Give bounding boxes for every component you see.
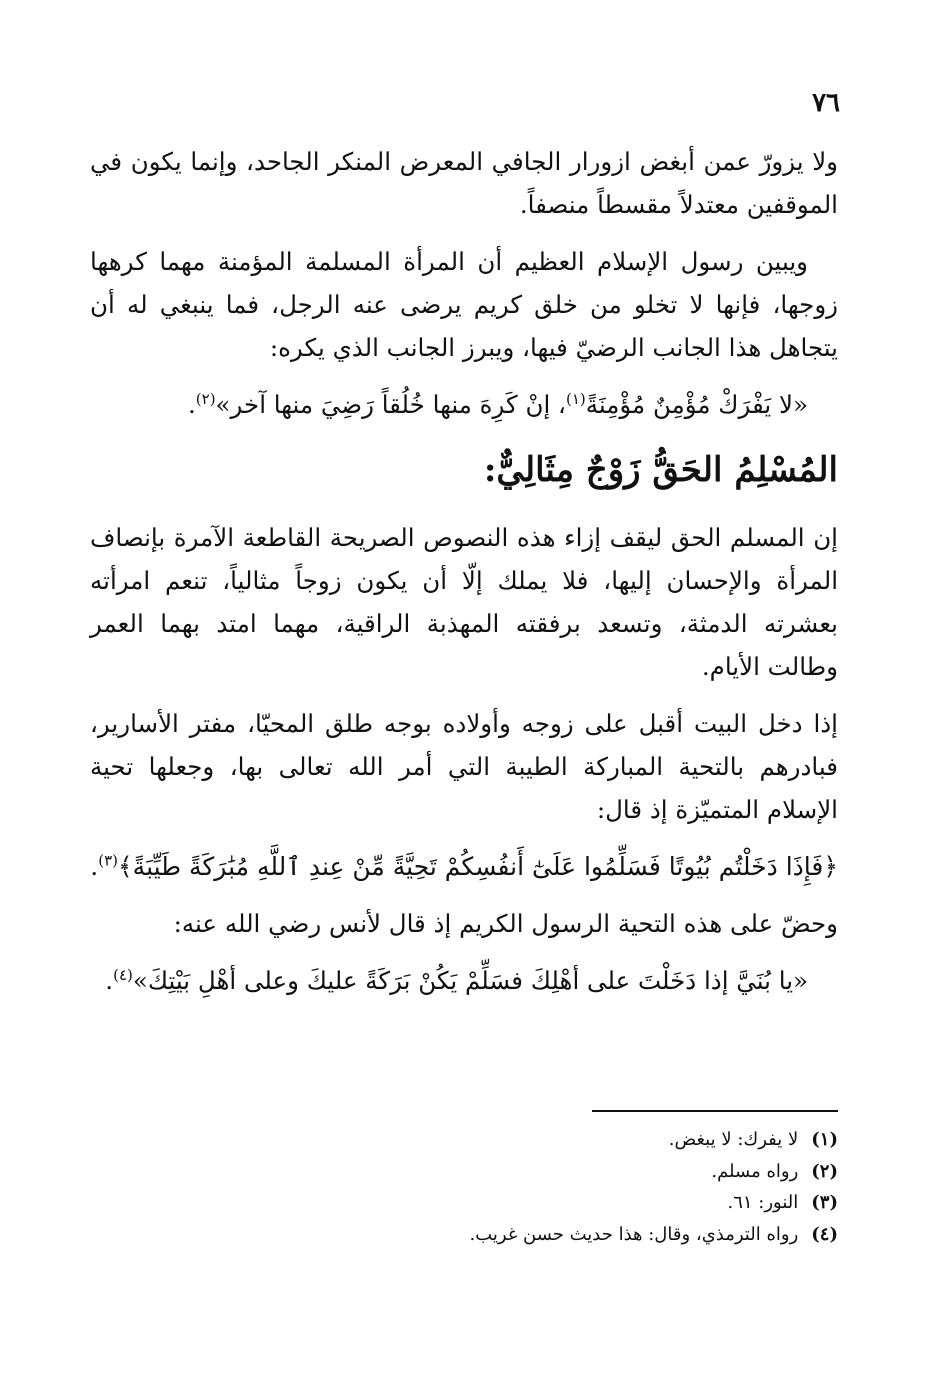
footnote-item <box>90 1156 838 1188</box>
quran-verse <box>90 845 838 888</box>
footnote-reference: (٣) <box>98 851 119 870</box>
hadith-text: «يا بُنَيَّ إذا دَخَلْتَ على أهْلِكَ فسَلِّمْ يَكُنْ بَرَكَةً عليكَ وعلى أهْلِ بَيْتِكَ» <box>132 966 808 995</box>
paragraph: إن المسلم الحق ليقف إزاء هذه النصوص الصريحة القاطعة الآمرة بإنصاف المرأة والإحسان إليها، فلا يملك إلّا أن يكون زوجاً مثالياً، تنعم امرأته بعشرته الدمثة، وتسعد برفقته المهذبة الراقية، مهما امتد بهما العمر وطالت الأيام. <box>90 523 838 681</box>
footnotes <box>90 1124 838 1250</box>
footnote-reference: (١) <box>565 389 586 408</box>
footnote-number: (١) <box>811 1129 838 1150</box>
hadith-text: «لا يَفْرَكْ مُؤْمِنٌ مُؤْمِنَةً <box>585 390 808 419</box>
footnote-number: (٢) <box>811 1160 838 1182</box>
footnote-item <box>90 1124 838 1156</box>
hadith-text: ، إنْ كَرِهَ منها خُلُقاً رَضِيَ منها آخر» <box>215 390 566 419</box>
hadith-quote <box>90 959 838 1002</box>
page-number: ٧٦ <box>812 88 840 118</box>
paragraph: ولا يزورّ عمن أبغض ازورار الجافي المعرض المنكر الجاحد، وإنما يكون في الموقفين معتدلاً مقسطاً منصفاً. <box>90 147 838 219</box>
punctuation: . <box>105 966 114 995</box>
footnote-number: (٣) <box>811 1192 838 1213</box>
paragraph: إذا دخل البيت أقبل على زوجه وأولاده بوجه طلق المحيّا، مفتر الأسارير، فبادرهم بالتحية المباركة الطيبة التي أمر الله تعالى بها، وجعلها تحية الإسلام المتميّزة إذ قال: <box>90 709 838 824</box>
footnote-number: (٤) <box>811 1223 838 1245</box>
footnote-text: رواه مسلم. <box>711 1160 799 1182</box>
paragraph: ويبين رسول الإسلام العظيم أن المرأة المسلمة المؤمنة مهما كرهها زوجها، فإنها لا تخلو من خلق كريم يرضى عنه الرجل، فما ينبغي له أن يتجاهل هذا الجانب الرضيّ فيها، ويبرز الجانب الذي يكره: <box>90 247 838 362</box>
footnote-item <box>90 1219 838 1251</box>
punctuation: . <box>187 390 196 419</box>
verse-text: ﴿فَإِذَا دَخَلْتُم بُيُوتًا فَسَلِّمُوا عَلَىٰٓ أَنفُسِكُمْ تَحِيَّةً مِّنْ عِندِ ٱللَّهِ مُبَٰرَكَةً طَيِّبَةً﴾ <box>118 852 838 881</box>
footnote-text: لا يفرك: لا يبغض. <box>668 1129 799 1150</box>
punctuation: . <box>90 852 99 881</box>
footnote-text: النور: ٦١. <box>727 1192 799 1213</box>
footnote-divider <box>592 1110 838 1112</box>
footnote-text: رواه الترمذي، وقال: هذا حديث حسن غريب. <box>469 1223 799 1245</box>
footnote-item <box>90 1187 838 1219</box>
hadith-quote <box>90 383 838 426</box>
section-heading: المُسْلِمُ الحَقُّ زَوْجٌ مِثَالِيٌّ: <box>483 450 838 490</box>
paragraph: وحضّ على هذه التحية الرسول الكريم إذ قال لأنس رضي الله عنه: <box>173 909 838 938</box>
main-text <box>90 140 838 1018</box>
footnote-reference: (٢) <box>195 389 216 408</box>
footnote-reference: (٤) <box>113 965 133 984</box>
